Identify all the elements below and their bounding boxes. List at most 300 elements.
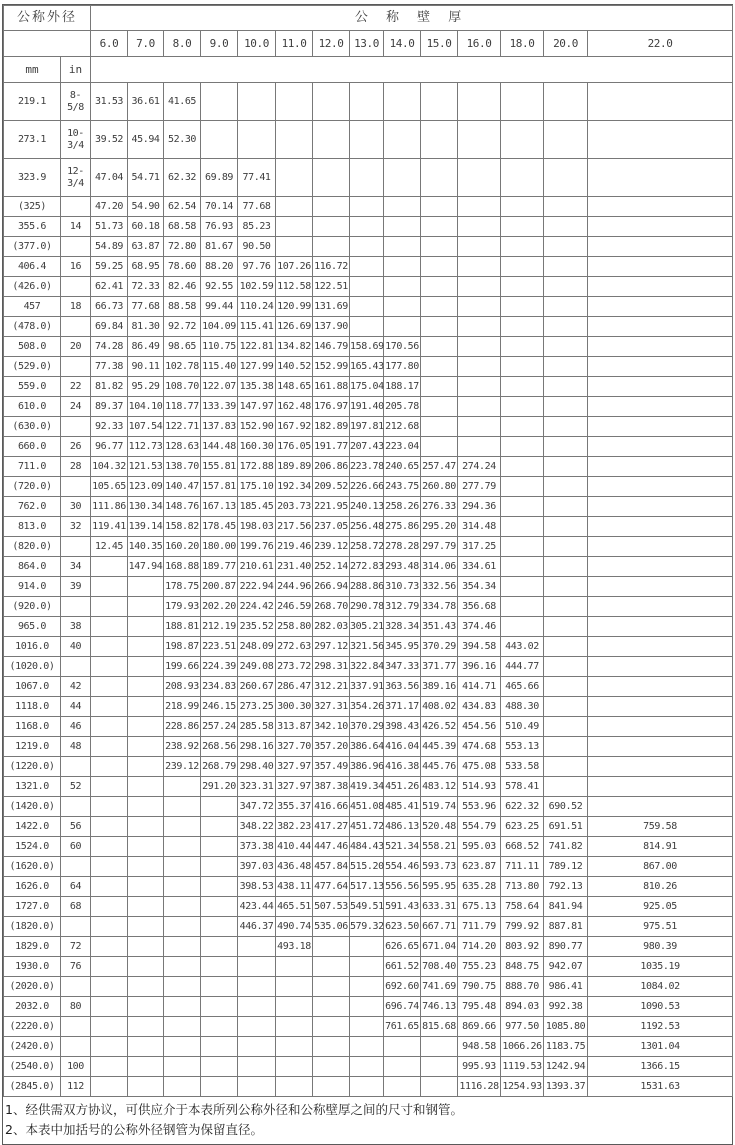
weight-cell: 394.58 bbox=[458, 637, 501, 657]
weight-cell: 814.91 bbox=[588, 837, 733, 857]
weight-cell: 239.12 bbox=[313, 537, 350, 557]
weight-cell bbox=[421, 357, 458, 377]
weight-cell bbox=[91, 897, 128, 917]
weight-cell: 272.63 bbox=[276, 637, 313, 657]
weight-cell bbox=[350, 1017, 384, 1037]
weight-cell bbox=[238, 977, 276, 997]
weight-cell: 112.58 bbox=[276, 277, 313, 297]
wall-thickness-col-header: 8.0 bbox=[164, 31, 201, 57]
weight-cell bbox=[313, 217, 350, 237]
od-mm-cell: 559.0 bbox=[4, 377, 61, 397]
weight-cell: 810.26 bbox=[588, 877, 733, 897]
weight-cell bbox=[276, 217, 313, 237]
weight-cell: 221.95 bbox=[313, 497, 350, 517]
weight-cell bbox=[501, 457, 544, 477]
od-in-cell bbox=[61, 857, 91, 877]
weight-cell: 275.86 bbox=[384, 517, 421, 537]
weight-cell: 135.38 bbox=[238, 377, 276, 397]
weight-cell: 198.87 bbox=[164, 637, 201, 657]
od-mm-cell: (2845.0) bbox=[4, 1077, 61, 1097]
weight-cell bbox=[91, 1037, 128, 1057]
weight-cell: 148.76 bbox=[164, 497, 201, 517]
weight-cell: 334.61 bbox=[458, 557, 501, 577]
weight-cell: 147.97 bbox=[238, 397, 276, 417]
weight-cell: 351.43 bbox=[421, 617, 458, 637]
weight-cell: 554.79 bbox=[458, 817, 501, 837]
weight-cell: 191.40 bbox=[350, 397, 384, 417]
od-mm-cell: 355.6 bbox=[4, 217, 61, 237]
od-in-cell bbox=[61, 417, 91, 437]
weight-cell: 579.32 bbox=[350, 917, 384, 937]
weight-cell: 396.16 bbox=[458, 657, 501, 677]
weight-cell bbox=[164, 937, 201, 957]
weight-cell: 111.86 bbox=[91, 497, 128, 517]
weight-cell bbox=[238, 1077, 276, 1097]
weight-cell bbox=[201, 977, 238, 997]
weight-cell: 246.59 bbox=[276, 597, 313, 617]
weight-cell: 118.77 bbox=[164, 397, 201, 417]
weight-cell bbox=[544, 557, 588, 577]
weight-cell: 92.55 bbox=[201, 277, 238, 297]
weight-cell bbox=[238, 997, 276, 1017]
pipe-weight-table bbox=[3, 5, 733, 1097]
weight-cell bbox=[588, 297, 733, 317]
od-mm-cell: 406.4 bbox=[4, 257, 61, 277]
weight-cell bbox=[91, 757, 128, 777]
weight-cell: 789.12 bbox=[544, 857, 588, 877]
weight-cell: 438.11 bbox=[276, 877, 313, 897]
weight-cell: 410.44 bbox=[276, 837, 313, 857]
weight-cell bbox=[458, 197, 501, 217]
weight-cell: 107.26 bbox=[276, 257, 313, 277]
weight-cell: 992.38 bbox=[544, 997, 588, 1017]
weight-cell: 848.75 bbox=[501, 957, 544, 977]
od-in-cell: 22 bbox=[61, 377, 91, 397]
od-in-cell: 26 bbox=[61, 437, 91, 457]
od-mm-cell: (1220.0) bbox=[4, 757, 61, 777]
weight-cell: 231.40 bbox=[276, 557, 313, 577]
weight-cell: 746.13 bbox=[421, 997, 458, 1017]
weight-cell bbox=[128, 877, 164, 897]
od-mm-cell: 1626.0 bbox=[4, 877, 61, 897]
od-in-cell: 80 bbox=[61, 997, 91, 1017]
weight-cell bbox=[544, 617, 588, 637]
weight-cell bbox=[164, 777, 201, 797]
weight-cell: 104.32 bbox=[91, 457, 128, 477]
weight-cell: 199.76 bbox=[238, 537, 276, 557]
weight-cell: 327.97 bbox=[276, 777, 313, 797]
weight-cell bbox=[164, 1037, 201, 1057]
weight-cell: 623.50 bbox=[384, 917, 421, 937]
weight-cell bbox=[544, 217, 588, 237]
weight-cell: 218.99 bbox=[164, 697, 201, 717]
weight-cell bbox=[91, 977, 128, 997]
weight-cell bbox=[201, 121, 238, 159]
weight-cell bbox=[544, 121, 588, 159]
weight-cell: 170.56 bbox=[384, 337, 421, 357]
weight-cell: 334.78 bbox=[421, 597, 458, 617]
weight-cell: 1066.26 bbox=[501, 1037, 544, 1057]
weight-cell bbox=[128, 997, 164, 1017]
od-in-cell bbox=[61, 597, 91, 617]
weight-cell: 209.52 bbox=[313, 477, 350, 497]
weight-cell: 122.07 bbox=[201, 377, 238, 397]
od-in-cell: 16 bbox=[61, 257, 91, 277]
weight-cell bbox=[588, 737, 733, 757]
weight-cell: 148.65 bbox=[276, 377, 313, 397]
od-mm-cell: 711.0 bbox=[4, 457, 61, 477]
weight-cell: 288.86 bbox=[350, 577, 384, 597]
weight-cell bbox=[384, 1057, 421, 1077]
weight-cell bbox=[501, 159, 544, 197]
weight-cell: 1084.02 bbox=[588, 977, 733, 997]
wall-thickness-col-header: 11.0 bbox=[276, 31, 313, 57]
weight-cell bbox=[164, 877, 201, 897]
weight-cell bbox=[91, 1077, 128, 1097]
weight-cell bbox=[588, 121, 733, 159]
weight-cell: 128.63 bbox=[164, 437, 201, 457]
weight-cell: 105.65 bbox=[91, 477, 128, 497]
weight-cell bbox=[201, 1037, 238, 1057]
weight-cell: 465.51 bbox=[276, 897, 313, 917]
table-row bbox=[4, 257, 733, 277]
table-row bbox=[4, 217, 733, 237]
weight-cell: 257.24 bbox=[201, 717, 238, 737]
weight-cell bbox=[128, 1077, 164, 1097]
weight-cell bbox=[384, 257, 421, 277]
weight-cell bbox=[588, 797, 733, 817]
od-mm-cell: 1829.0 bbox=[4, 937, 61, 957]
weight-cell: 162.48 bbox=[276, 397, 313, 417]
weight-cell bbox=[91, 917, 128, 937]
weight-cell: 758.64 bbox=[501, 897, 544, 917]
weight-cell: 203.73 bbox=[276, 497, 313, 517]
weight-cell: 295.20 bbox=[421, 517, 458, 537]
weight-cell bbox=[201, 83, 238, 121]
od-mm-cell: 1067.0 bbox=[4, 677, 61, 697]
weight-cell: 176.05 bbox=[276, 437, 313, 457]
od-in-cell: 18 bbox=[61, 297, 91, 317]
weight-cell bbox=[350, 197, 384, 217]
weight-cell: 986.41 bbox=[544, 977, 588, 997]
weight-cell: 77.38 bbox=[91, 357, 128, 377]
weight-cell bbox=[588, 537, 733, 557]
table-row bbox=[4, 957, 733, 977]
weight-cell: 158.82 bbox=[164, 517, 201, 537]
weight-cell bbox=[421, 417, 458, 437]
weight-cell: 228.86 bbox=[164, 717, 201, 737]
table-row bbox=[4, 497, 733, 517]
weight-cell bbox=[544, 197, 588, 217]
weight-cell: 268.70 bbox=[313, 597, 350, 617]
weight-cell bbox=[128, 657, 164, 677]
table-row bbox=[4, 537, 733, 557]
weight-cell bbox=[128, 757, 164, 777]
weight-cell bbox=[350, 297, 384, 317]
weight-cell: 268.56 bbox=[201, 737, 238, 757]
od-mm-cell: 1727.0 bbox=[4, 897, 61, 917]
od-in-cell bbox=[61, 357, 91, 377]
weight-cell bbox=[164, 797, 201, 817]
weight-cell: 226.66 bbox=[350, 477, 384, 497]
weight-cell: 137.90 bbox=[313, 317, 350, 337]
weight-cell: 102.59 bbox=[238, 277, 276, 297]
weight-cell bbox=[276, 997, 313, 1017]
wall-thickness-col-header: 22.0 bbox=[588, 31, 733, 57]
weight-cell: 276.33 bbox=[421, 497, 458, 517]
weight-cell bbox=[588, 757, 733, 777]
weight-cell bbox=[350, 937, 384, 957]
weight-cell: 293.48 bbox=[384, 557, 421, 577]
weight-cell: 82.46 bbox=[164, 277, 201, 297]
weight-cell: 626.65 bbox=[384, 937, 421, 957]
wall-thickness-col-header: 16.0 bbox=[458, 31, 501, 57]
table-row bbox=[4, 857, 733, 877]
od-mm-cell: 813.0 bbox=[4, 517, 61, 537]
weight-cell: 172.88 bbox=[238, 457, 276, 477]
od-in-cell bbox=[61, 1017, 91, 1037]
od-mm-cell: (820.0) bbox=[4, 537, 61, 557]
weight-cell: 12.45 bbox=[91, 537, 128, 557]
weight-cell: 671.04 bbox=[421, 937, 458, 957]
weight-cell: 342.10 bbox=[313, 717, 350, 737]
header-row-groups bbox=[4, 6, 733, 31]
weight-cell bbox=[276, 159, 313, 197]
weight-cell: 140.52 bbox=[276, 357, 313, 377]
weight-cell bbox=[501, 121, 544, 159]
weight-cell: 298.31 bbox=[313, 657, 350, 677]
weight-cell bbox=[544, 457, 588, 477]
od-in-cell: 34 bbox=[61, 557, 91, 577]
weight-cell: 212.68 bbox=[384, 417, 421, 437]
weight-cell: 77.68 bbox=[238, 197, 276, 217]
od-in-cell bbox=[61, 477, 91, 497]
weight-cell: 155.81 bbox=[201, 457, 238, 477]
table-row bbox=[4, 457, 733, 477]
weight-cell: 474.68 bbox=[458, 737, 501, 757]
table-row bbox=[4, 557, 733, 577]
weight-cell: 198.03 bbox=[238, 517, 276, 537]
weight-cell: 795.48 bbox=[458, 997, 501, 1017]
od-in-cell: 40 bbox=[61, 637, 91, 657]
weight-cell: 152.99 bbox=[313, 357, 350, 377]
weight-cell: 519.74 bbox=[421, 797, 458, 817]
table-row bbox=[4, 937, 733, 957]
weight-cell: 386.96 bbox=[350, 757, 384, 777]
weight-cell: 126.69 bbox=[276, 317, 313, 337]
weight-cell: 90.11 bbox=[128, 357, 164, 377]
weight-cell: 240.13 bbox=[350, 497, 384, 517]
weight-cell: 191.77 bbox=[313, 437, 350, 457]
weight-cell bbox=[501, 497, 544, 517]
weight-cell bbox=[421, 1077, 458, 1097]
od-mm-cell: (1420.0) bbox=[4, 797, 61, 817]
weight-cell: 52.30 bbox=[164, 121, 201, 159]
weight-cell: 356.68 bbox=[458, 597, 501, 617]
weight-cell: 152.90 bbox=[238, 417, 276, 437]
weight-cell bbox=[588, 377, 733, 397]
weight-cell: 110.75 bbox=[201, 337, 238, 357]
weight-cell: 122.51 bbox=[313, 277, 350, 297]
weight-cell: 130.34 bbox=[128, 497, 164, 517]
weight-cell bbox=[588, 417, 733, 437]
weight-cell: 210.61 bbox=[238, 557, 276, 577]
weight-cell: 138.70 bbox=[164, 457, 201, 477]
weight-cell: 147.94 bbox=[128, 557, 164, 577]
table-row bbox=[4, 877, 733, 897]
weight-cell bbox=[588, 317, 733, 337]
weight-cell: 258.26 bbox=[384, 497, 421, 517]
weight-cell bbox=[128, 737, 164, 757]
table-row bbox=[4, 437, 733, 457]
weight-cell bbox=[91, 637, 128, 657]
weight-cell bbox=[588, 457, 733, 477]
od-mm-cell: (377.0) bbox=[4, 237, 61, 257]
weight-cell bbox=[238, 957, 276, 977]
weight-cell: 354.26 bbox=[350, 697, 384, 717]
weight-cell: 167.92 bbox=[276, 417, 313, 437]
weight-cell bbox=[91, 797, 128, 817]
weight-cell: 595.95 bbox=[421, 877, 458, 897]
weight-cell: 533.58 bbox=[501, 757, 544, 777]
od-in-cell: 76 bbox=[61, 957, 91, 977]
od-in-cell: 44 bbox=[61, 697, 91, 717]
od-in-cell: 112 bbox=[61, 1077, 91, 1097]
weight-cell bbox=[544, 277, 588, 297]
weight-cell bbox=[313, 237, 350, 257]
weight-cell: 942.07 bbox=[544, 957, 588, 977]
od-in-cell bbox=[61, 277, 91, 297]
od-mm-cell: 762.0 bbox=[4, 497, 61, 517]
weight-cell: 1090.53 bbox=[588, 997, 733, 1017]
weight-cell: 115.40 bbox=[201, 357, 238, 377]
weight-cell: 62.54 bbox=[164, 197, 201, 217]
weight-cell: 168.88 bbox=[164, 557, 201, 577]
footnote-2: 2、本表中加括号的公称外径钢管为保留直径。 bbox=[5, 1122, 263, 1137]
mm-unit-header: mm bbox=[4, 57, 61, 83]
weight-cell bbox=[350, 217, 384, 237]
weight-cell bbox=[501, 417, 544, 437]
weight-cell bbox=[421, 83, 458, 121]
weight-cell bbox=[164, 957, 201, 977]
weight-cell: 217.56 bbox=[276, 517, 313, 537]
weight-cell: 257.47 bbox=[421, 457, 458, 477]
weight-cell: 451.08 bbox=[350, 797, 384, 817]
table-row bbox=[4, 777, 733, 797]
od-mm-cell: 323.9 bbox=[4, 159, 61, 197]
weight-cell: 475.08 bbox=[458, 757, 501, 777]
weight-cell bbox=[201, 897, 238, 917]
od-mm-cell: 1321.0 bbox=[4, 777, 61, 797]
weight-cell bbox=[164, 817, 201, 837]
weight-cell: 206.86 bbox=[313, 457, 350, 477]
weight-cell bbox=[384, 277, 421, 297]
weight-cell: 197.81 bbox=[350, 417, 384, 437]
weight-cell: 92.72 bbox=[164, 317, 201, 337]
od-mm-cell: 1422.0 bbox=[4, 817, 61, 837]
weight-cell bbox=[501, 397, 544, 417]
weight-cell: 623.87 bbox=[458, 857, 501, 877]
weight-cell: 45.94 bbox=[128, 121, 164, 159]
weight-cell: 515.20 bbox=[350, 857, 384, 877]
weight-cell bbox=[350, 317, 384, 337]
weight-cell bbox=[384, 121, 421, 159]
table-row bbox=[4, 121, 733, 159]
weight-cell bbox=[501, 557, 544, 577]
wall-thickness-col-header: 9.0 bbox=[201, 31, 238, 57]
weight-cell: 521.34 bbox=[384, 837, 421, 857]
weight-cell: 59.25 bbox=[91, 257, 128, 277]
od-in-cell: 52 bbox=[61, 777, 91, 797]
weight-cell bbox=[501, 277, 544, 297]
weight-cell: 623.25 bbox=[501, 817, 544, 837]
weight-cell: 370.29 bbox=[421, 637, 458, 657]
weight-cell bbox=[313, 159, 350, 197]
weight-cell bbox=[276, 197, 313, 217]
weight-cell: 554.46 bbox=[384, 857, 421, 877]
od-in-cell: 68 bbox=[61, 897, 91, 917]
weight-cell bbox=[276, 1037, 313, 1057]
weight-cell bbox=[128, 797, 164, 817]
weight-cell bbox=[501, 217, 544, 237]
weight-cell: 454.56 bbox=[458, 717, 501, 737]
weight-cell bbox=[458, 297, 501, 317]
weight-cell bbox=[501, 197, 544, 217]
weight-cell: 373.38 bbox=[238, 837, 276, 857]
weight-cell bbox=[276, 977, 313, 997]
weight-cell: 54.89 bbox=[91, 237, 128, 257]
weight-cell: 107.54 bbox=[128, 417, 164, 437]
weight-cell: 237.05 bbox=[313, 517, 350, 537]
weight-cell bbox=[313, 1077, 350, 1097]
weight-cell bbox=[276, 1017, 313, 1037]
table-row bbox=[4, 577, 733, 597]
weight-cell bbox=[201, 797, 238, 817]
wall-thickness-header-row bbox=[4, 31, 733, 57]
weight-cell: 485.41 bbox=[384, 797, 421, 817]
weight-cell: 178.75 bbox=[164, 577, 201, 597]
od-in-cell bbox=[61, 237, 91, 257]
table-row bbox=[4, 617, 733, 637]
weight-cell: 112.73 bbox=[128, 437, 164, 457]
weight-cell: 696.74 bbox=[384, 997, 421, 1017]
weight-cell: 291.20 bbox=[201, 777, 238, 797]
weight-cell bbox=[276, 1077, 313, 1097]
weight-cell bbox=[544, 159, 588, 197]
weight-cell: 345.95 bbox=[384, 637, 421, 657]
weight-cell: 274.24 bbox=[458, 457, 501, 477]
blank-header-cell bbox=[4, 31, 91, 57]
weight-cell: 144.48 bbox=[201, 437, 238, 457]
weight-cell: 815.68 bbox=[421, 1017, 458, 1037]
weight-cell: 158.69 bbox=[350, 337, 384, 357]
weight-cell bbox=[91, 1017, 128, 1037]
weight-cell bbox=[544, 417, 588, 437]
weight-cell bbox=[544, 677, 588, 697]
weight-cell: 110.24 bbox=[238, 297, 276, 317]
weight-cell bbox=[544, 657, 588, 677]
weight-cell: 741.82 bbox=[544, 837, 588, 857]
weight-cell: 419.34 bbox=[350, 777, 384, 797]
weight-cell: 104.10 bbox=[128, 397, 164, 417]
weight-cell: 234.83 bbox=[201, 677, 238, 697]
table-frame bbox=[2, 4, 733, 1145]
weight-cell bbox=[164, 1017, 201, 1037]
weight-cell bbox=[91, 837, 128, 857]
weight-cell: 268.79 bbox=[201, 757, 238, 777]
weight-cell bbox=[421, 277, 458, 297]
table-row bbox=[4, 1037, 733, 1057]
